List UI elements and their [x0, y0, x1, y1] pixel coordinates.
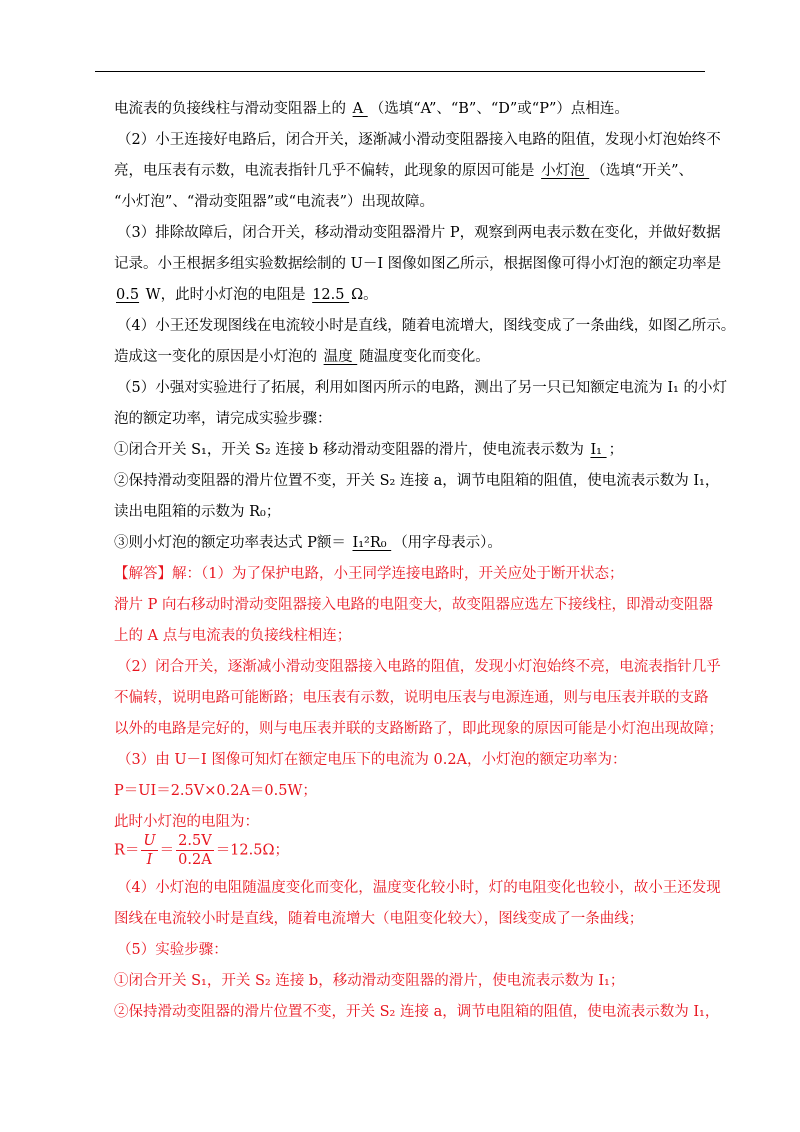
fraction-u-over-i	[141, 832, 157, 869]
text: ③则小灯泡的额定功率表达式 P额＝	[114, 535, 351, 551]
text: W，此时小灯泡的电阻是	[141, 287, 311, 303]
text: 滑片 P 向右移动时滑动变阻器接入电路的电阻变大，故变阻器应选左下接线柱，即滑动变阻器	[114, 597, 713, 613]
question-line-3	[114, 161, 693, 181]
text: 此时小灯泡的电阻为：	[114, 814, 259, 830]
text: 上的 A 点与电流表的负接线柱相连；	[114, 628, 352, 644]
answer-blank: 温度	[323, 349, 358, 365]
text: （用字母表示）。	[393, 535, 502, 551]
answer-blank: 0.5	[116, 287, 140, 303]
text: （3）排除故障后，闭合开关，移动滑动变阻器滑片 P，观察到两电表示数在变化，并做好数据	[117, 225, 721, 241]
answer-line-12	[117, 940, 228, 960]
question-line-11	[114, 409, 332, 429]
answer-line-13	[114, 971, 624, 991]
text: 【解答】解：（1）为了保护电路，小王同学连接电路时，开关应处于断开状态；	[114, 566, 624, 582]
question-line-9	[114, 347, 490, 367]
answer-line-6	[114, 719, 723, 739]
question-line-8	[117, 316, 735, 336]
text: （4）小灯泡的电阻随温度变化而变化，温度变化较小时，灯的电阻变化也较小，故小王还发现	[117, 880, 721, 896]
answer-blank: 12.5	[312, 287, 350, 303]
answer-line-3	[114, 626, 351, 646]
answer-blank: I₁	[590, 442, 607, 458]
text: 图线在电流较小时是直线，随着电流增大（电阻变化较大），图线变成了一条曲线；	[114, 911, 644, 927]
text: ②保持滑动变阻器的滑片位置不变，开关 S₂ 连接 a，调节电阻箱的阻值，使电流表示数为 I₁，	[114, 1004, 720, 1020]
answer-line-10	[117, 878, 721, 898]
text: ①闭合开关 S₁，开关 S₂ 连接 b，移动滑动变阻器的滑片，使电流表示数为 I₁；	[114, 973, 625, 989]
text: （2）闭合开关，逐渐减小滑动变阻器接入电路的阻值，发现小灯泡始终不亮，电流表指针几乎	[117, 659, 721, 675]
answer-blank: I₁²R₀	[352, 535, 392, 551]
question-line-2	[117, 130, 721, 150]
answer-line-2	[114, 595, 713, 615]
answer-line-7	[117, 750, 627, 770]
text: 泡的额定功率，请完成实验步骤：	[114, 411, 332, 427]
text: ②保持滑动变阻器的滑片位置不变，开关 S₂ 连接 a，调节电阻箱的阻值，使电流表示数为 I₁，	[114, 473, 720, 489]
answer-line-8	[114, 781, 317, 801]
question-line-5	[117, 223, 721, 243]
formula-rhs: ＝12.5Ω；	[215, 842, 289, 859]
text: 记录。小王根据多组实验数据绘制的 U－I 图像如图乙所示，根据图像可得小灯泡的额定功率是	[114, 256, 722, 272]
text: （5）小强对实验进行了拓展，利用如图丙所示的电路，测出了另一只已知额定电流为 I₁ 的小灯	[117, 380, 727, 396]
text: （2）小王连接好电路后，闭合开关，逐渐减小滑动变阻器接入电路的阻值，发现小灯泡始终不	[117, 132, 721, 148]
text: 随温度变化而变化。	[359, 349, 490, 365]
text: 不偏转，说明电路可能断路；电压表有示数，说明电压表与电源连通，则与电压表并联的支路	[114, 690, 709, 706]
text: （4）小王还发现图线在电流较小时是直线，随着电流增大，图线变成了一条曲线，如图乙所示。	[117, 318, 736, 334]
text: （5）实验步骤：	[117, 942, 228, 958]
text: 读出电阻箱的示数为 R₀；	[114, 504, 281, 520]
answer-line-9	[114, 812, 259, 832]
formula-eq: ＝	[159, 842, 175, 859]
numerator: 2.5V	[178, 833, 212, 849]
numerator: U	[143, 833, 156, 849]
denominator: 0.2A	[178, 852, 212, 868]
header-rule	[95, 71, 705, 72]
question-line-6	[114, 254, 721, 274]
answer-line-4	[117, 657, 721, 677]
answer-line-1	[114, 564, 623, 584]
question-line-12	[114, 440, 623, 460]
question-line-13	[114, 471, 719, 491]
question-line-4	[114, 192, 434, 212]
answer-blank: 小灯泡	[541, 163, 590, 179]
answer-line-5	[114, 688, 709, 708]
text: “小灯泡”、“滑动变阻器”或“电流表”）出现故障。	[114, 194, 434, 210]
text: P＝UI＝2.5V×0.2A＝0.5W；	[114, 783, 317, 799]
text: ；	[608, 442, 624, 458]
resistance-formula	[114, 832, 289, 869]
answer-line-11	[114, 909, 643, 929]
question-line-10	[117, 378, 727, 398]
text: （选填“开关”、	[591, 163, 694, 179]
question-line-15	[114, 533, 502, 553]
text: 电流表的负接线柱与滑动变阻器上的	[114, 101, 351, 117]
text: Ω。	[351, 287, 378, 303]
question-line-1	[114, 99, 629, 119]
question-line-14	[114, 502, 280, 522]
text: 造成这一变化的原因是小灯泡的	[114, 349, 322, 365]
text: ①闭合开关 S₁，开关 S₂ 连接 b 移动滑动变阻器的滑片，使电流表示数为	[114, 442, 589, 458]
formula-lhs: R＝	[114, 842, 140, 859]
denominator: I	[146, 852, 153, 868]
text: （3）由 U－I 图像可知灯在额定电压下的电流为 0.2A，小灯泡的额定功率为：	[117, 752, 627, 768]
question-line-7	[114, 285, 378, 305]
answer-blank: A	[352, 101, 368, 117]
text: 亮，电压表有示数，电流表指针几乎不偏转，此现象的原因可能是	[114, 163, 540, 179]
text: 以外的电路是完好的，则与电压表并联的支路断路了，即此现象的原因可能是小灯泡出现故障；	[114, 721, 723, 737]
fraction-values	[176, 832, 214, 869]
answer-line-14	[114, 1002, 719, 1022]
text: （选填“A”、“B”、“D”或“P”）点相连。	[369, 101, 629, 117]
